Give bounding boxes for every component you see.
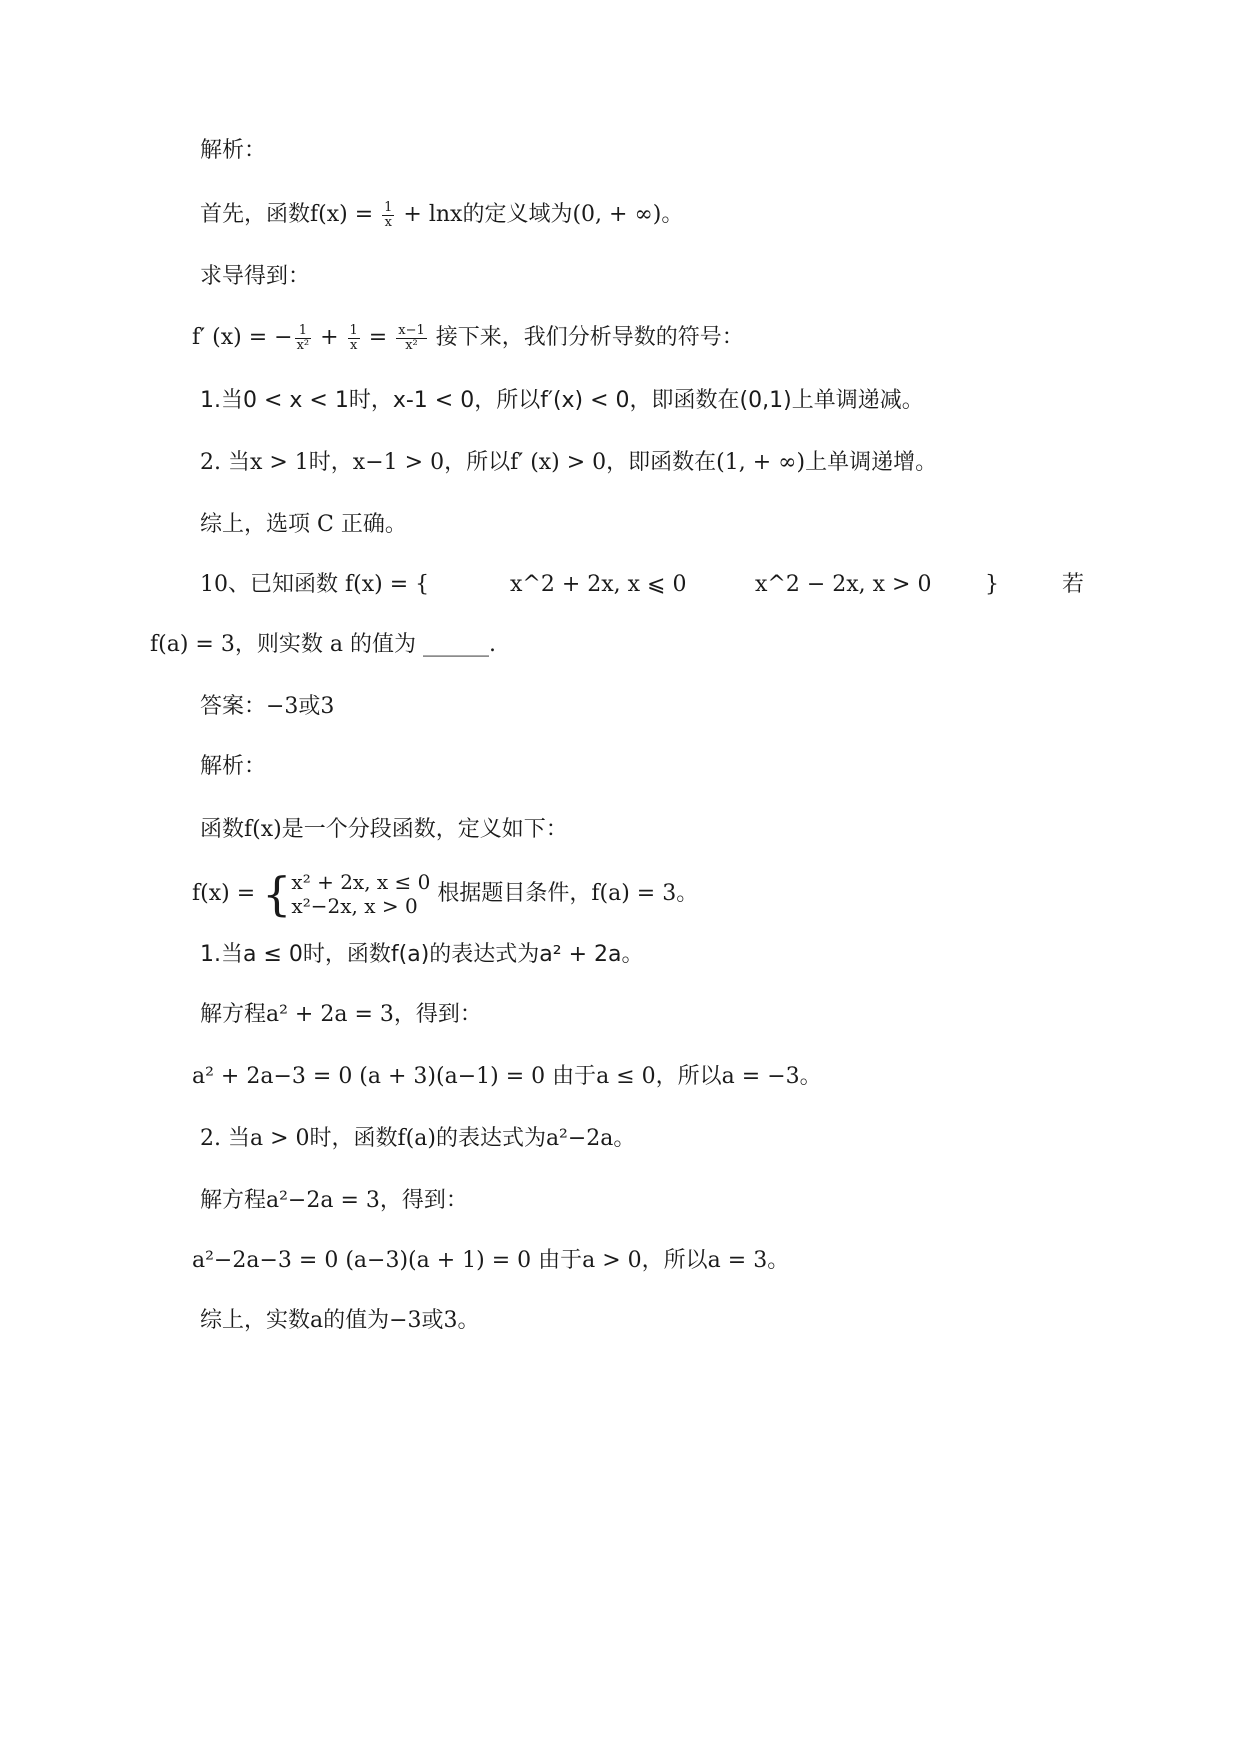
question-10: 10、已知函数 f(x) = { x^2 + 2x, x ⩽ 0 x^2 − 2x, x > 0 } 若 [200,572,1085,597]
analysis-heading-1: 解析： [200,138,267,163]
case-1-decreasing: 1.当0 < x < 1时，x-1 < 0，所以f′(x) < 0，即函数在(0,1)上单调递减。 [200,388,924,413]
fraction: $\frac{1}{\text{x²}}$ [296,322,310,353]
solve-eq-1: 解方程a² + 2a = 3，得到： [200,1002,482,1027]
solve-eq-2: 解方程a²−2a = 3，得到： [200,1188,468,1213]
piecewise-intro: 函数f(x)是一个分段函数，定义如下： [200,817,568,842]
conclusion-option-c: 综上，选项 C 正确。 [200,512,407,537]
final-conclusion: 综上，实数a的值为−3或3。 [200,1308,480,1333]
case-a-nonpositive: 1.当a ≤ 0时，函数f(a)的表达式为a² + 2a。 [200,942,644,967]
fraction: $\frac{x-1}{\text{x²}}$ [398,322,425,353]
fraction: $\frac{1}{x}$ [349,322,358,353]
answer: 答案：−3或3 [200,694,335,719]
derivative-formula: f′ (x) = − $\frac{1}{\text{x²}}$ + $\frac{1}{x}$ = $\frac{x-1}{\text{x²}}$ 接下来，我们分析导数的符号： [192,322,744,353]
case-2-increasing: 2. 当x > 1时，x−1 > 0，所以f′ (x) > 0，即函数在(1, + ∞)上单调递增。 [200,450,938,475]
solution-1: a² + 2a−3 = 0 (a + 3)(a−1) = 0 由于a ≤ 0，所以a = −3。 [192,1064,822,1089]
question-10-cont: f(a) = 3，则实数 a 的值为 ______. [150,632,496,657]
derivative-intro: 求导得到： [200,264,311,289]
left-brace: { [262,867,292,921]
cases: x² + 2x, x ≤ 0 x²−2x, x > 0 [291,870,431,918]
piecewise-definition: f(x) = { x² + 2x, x ≤ 0 x²−2x, x > 0 根据题目条件，f(a) = 3。 [192,867,699,921]
domain-statement: 首先，函数f(x) = $\frac{1}{x}$ + lnx的定义域为(0, + ∞)。 [200,199,684,230]
case-a-positive: 2. 当a > 0时，函数f(a)的表达式为a²−2a。 [200,1126,636,1151]
fraction: $\frac{1}{x}$ [384,199,393,230]
analysis-heading-2: 解析： [200,754,267,779]
solution-2: a²−2a−3 = 0 (a−3)(a + 1) = 0 由于a > 0，所以a = 3。 [192,1248,790,1273]
